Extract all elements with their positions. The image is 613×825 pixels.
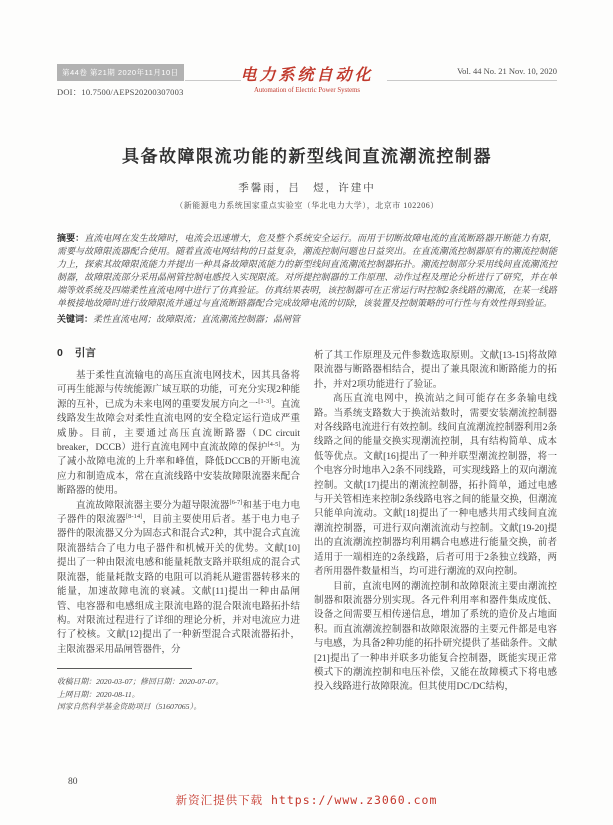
keywords-label: 关键词： — [57, 314, 94, 324]
footnote-funding: 国家自然科学基金资助项目（51607065）。 — [57, 702, 202, 712]
doi-text: DOI：10.7500/AEPS20200307003 — [57, 87, 184, 97]
abstract-paragraph — [57, 232, 557, 310]
body-paragraph: 高压直流电网中，换流站之间可能存在多条输电线路。当系统支路数大于换流站数时，需要安装潮流控制器对各线路电流进行有效控制。线间直流潮流控制器利用2条线路之间的能量交换实现潮流控制，具有结构简单、成本低等优点。文献[16]提出了一种并联型潮流控制器，将一个电容分时地串入2条不同线路，可实现线路上的双向潮流控制。文献[17]提出的潮流控制器，拓扑简单，通过电感与开关管相连来控制2条线路电容之间的能量交换，但潮流只能单向流动。文献[18]提出了一种电感共用式线间直流潮流控制器，可进行双向潮流流动与控制。文献[19-20]提出的直流潮流控制器均利用耦合电感进行能量交换，前者适用于一端相连的2条线路，后者可用于2条独立线路，两者所用器件数量相当，均可进行潮流的双向控制。 — [314, 394, 557, 578]
journal-logo — [227, 62, 387, 94]
right-column — [314, 343, 557, 714]
section-heading-introduction — [57, 345, 300, 360]
section-number: 0 — [57, 347, 63, 359]
article-content — [57, 142, 557, 714]
section-title: 引言 — [74, 347, 96, 359]
body-paragraph: 目前，直流电网的潮流控制和故障限流主要由潮流控制器和限流器分别实现。各元件利用率和器件集成度低、设备之间需要互相传递信息，增加了系统的造价及占地面积。而直流潮流控制器和故障限流器的主要元件都是电容与电感，为具备2种功能的拓扑研究提供了基础条件。文献[21]提出了一种串并联多功能复合控制器，既能实现正常模式下的潮流控制和电压补偿，又能在故障模式下将电感投入线路进行故障限流。但其使用DC/DC结构， — [314, 581, 557, 693]
body-paragraph: 析了其工作原理及元件参数选取原则。文献[13-15]将故障限流器与断路器相结合，提出了兼具限流和断路能力的拓扑，并对2项功能进行了验证。 — [314, 351, 557, 390]
two-column-body — [57, 343, 557, 714]
page-number: 80 — [68, 777, 78, 787]
footnote-received-date: 收稿日期：2020-03-07；修回日期：2020-07-07。 — [57, 677, 224, 687]
body-paragraph: 基于柔性直流输电的高压直流电网技术，因其具备将可再生能源与传统能源广域互联的功能，可充分实现2种能源的互补，已成为未来电网的重要发展方向之一[1-3]。直流线路发生故障会对柔性直流电网的安全稳定运行造成严重威胁。目前，主要通过高压直流断路器（DC circuit breaker，DCCB）进行直流电网中直流故障的保护[4-5]。为了减小故障电流的上升率和峰值，降低DCCB的开断电流应力和制造成本，常在直流线路中安装故障限流器来配合断路器的使用。 — [57, 371, 300, 497]
volume-info: Vol. 44 No. 21 Nov. 10, 2020 — [457, 66, 557, 76]
journal-name-en: Automation of Electric Power Systems — [253, 87, 361, 94]
body-paragraph: 直流故障限流器主要分为超导限流器[6-7]和基于电力电子器件的限流器[8-14]，目前主要使用后者。基于电力电子器件的限流器又分为固态式和混合式2种，其中混合式直流限流器结合了电力电子器件和机械开关的优势。文献[10]提出了一种由限流电感和能量耗散支路并联组成的混合式限流器，能量耗散支路的电阻可以消耗从避雷器转移来的能量，加速故障电流的衰减。文献[11]提出一种由晶闸管、电容器和电感组成主限流电路的混合限流电路拓扑结构。对限流过程进行了详细的理论分析，并对电流应力进行了校核。文献[12]提出了一种新型混合式限流器拓扑，主限流器采用晶闸管器件，分 — [57, 498, 300, 655]
header-rule-right — [387, 80, 557, 81]
article-title: 具备故障限流功能的新型线间直流潮流控制器 — [122, 147, 492, 166]
footnote-block — [57, 668, 300, 714]
abstract-label: 摘要： — [57, 233, 85, 243]
keywords-text: 柔性直流电网；故障限流；直流潮流控制器；晶闸管 — [93, 314, 301, 324]
footnote-online-date: 上网日期：2020-08-11。 — [57, 689, 140, 699]
author-names: 季馨雨，吕 煜，许建中 — [238, 183, 376, 194]
header-left-block — [57, 62, 184, 98]
left-column — [57, 343, 300, 714]
keywords-line — [57, 313, 557, 326]
journal-name-cn: 电力系统自动化 — [240, 65, 374, 84]
watermark-download-link: 新资汇提供下载 https://www.z3060.com — [175, 793, 438, 807]
issue-info-highlight: 第44卷 第21期 2020年11月10日 — [57, 64, 184, 81]
journal-header — [57, 62, 557, 102]
author-affiliation: （新能源电力系统国家重点实验室（华北电力大学），北京市 102206） — [175, 201, 439, 210]
abstract-text: 直流电网在发生故障时，电流会迅速增大，危及整个系统安全运行。而用于切断故障电流的直流断路器开断能力有限，需要与故障限流器配合使用。随着直流电网结构的日益复杂，潮流控制问题也日益突出。在直流潮流控制器原有的潮流控制能力上，探索其故障限流能力并提出一种具备故障限流能力的新型线间直流潮流控制器拓扑。潮流控制部分采用线间直流潮流控制器，故障限流部分采用晶闸管控制电感投入实现限流。对所提控制器的工作原理、动作过程及理论分析进行了研究，并在单端等效系统及四端柔性直流电网中进行了仿真验证。仿真结果表明，该控制器可在正常运行时控制2条线路的潮流，在某一线路单极接地故障时进行故障限流并通过与直流断路器配合完成故障电流的切除，该装置及控制策略的可行性与有效性得到验证。 — [57, 233, 557, 308]
footnote-divider — [57, 668, 192, 669]
